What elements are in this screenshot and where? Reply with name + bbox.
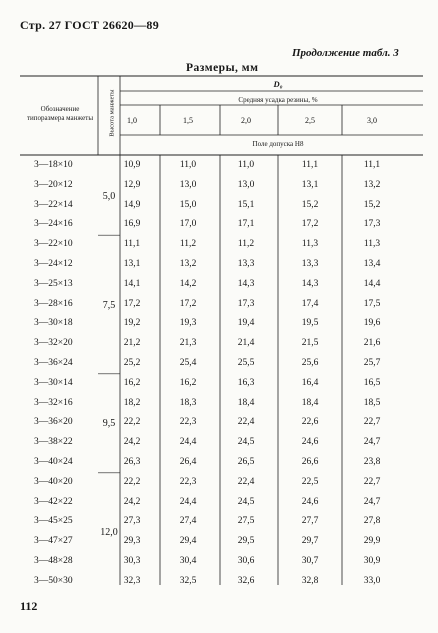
- value-cell: 22,4: [237, 476, 255, 487]
- value-cell: 21,2: [123, 338, 141, 349]
- shrink-header: Средняя усадка резины, %: [238, 96, 318, 104]
- value-cell: 22,6: [301, 417, 319, 428]
- value-cell: 21,3: [179, 338, 197, 349]
- value-cell: 14,3: [237, 278, 255, 289]
- designation-cell: 3—32×20: [34, 338, 73, 349]
- value-cell: 11,3: [363, 239, 381, 250]
- value-cell: 21,4: [237, 338, 255, 349]
- designation-cell: 3—22×14: [34, 199, 73, 210]
- value-cell: 27,7: [301, 516, 319, 527]
- value-cell: 13,3: [301, 259, 319, 269]
- designation-cell: 3—25×13: [34, 278, 73, 289]
- value-cell: 11,2: [179, 239, 197, 250]
- value-cell: 13,2: [363, 179, 381, 190]
- value-cell: 24,6: [301, 496, 319, 507]
- value-cell: 17,3: [363, 219, 381, 230]
- value-cell: 14,2: [179, 278, 197, 289]
- value-cell: 25,6: [301, 358, 319, 368]
- value-cell: 24,5: [237, 437, 255, 448]
- height-cell: 7,5: [102, 299, 116, 311]
- value-cell: 19,4: [237, 318, 255, 329]
- value-cell: 22,2: [123, 417, 141, 428]
- designation-cell: 3—32×16: [34, 397, 73, 408]
- value-cell: 24,2: [123, 437, 141, 448]
- value-cell: 30,6: [237, 556, 255, 566]
- designation-cell: 3—24×12: [34, 259, 73, 269]
- value-cell: 25,7: [363, 358, 381, 368]
- designation-cell: 3—42×22: [34, 496, 73, 507]
- value-cell: 16,3: [237, 377, 255, 388]
- value-cell: 29,9: [363, 536, 381, 547]
- value-cell: 18,3: [179, 397, 197, 408]
- value-cell: 27,5: [237, 516, 255, 527]
- value-cell: 16,5: [363, 377, 381, 388]
- shrink-value: 2,0: [241, 116, 251, 125]
- value-cell: 11,1: [301, 160, 319, 170]
- value-cell: 14,1: [123, 278, 141, 289]
- page-number: 112: [20, 599, 38, 613]
- value-cell: 13,0: [237, 179, 255, 190]
- designation-cell: 3—20×12: [34, 179, 73, 190]
- value-cell: 13,0: [179, 179, 197, 190]
- value-cell: 24,7: [363, 496, 381, 507]
- value-cell: 23,8: [363, 457, 381, 467]
- designation-cell: 3—36×20: [34, 417, 73, 428]
- value-cell: 17,5: [363, 298, 381, 309]
- value-cell: 26,6: [301, 457, 319, 467]
- value-cell: 32,3: [123, 575, 141, 586]
- designation-cell: 3—48×28: [34, 556, 73, 566]
- value-cell: 25,2: [123, 358, 141, 368]
- sizes-title: Размеры, мм: [186, 62, 259, 74]
- value-cell: 29,4: [179, 536, 197, 547]
- designation-cell: 3—47×27: [34, 536, 73, 547]
- value-cell: 32,8: [301, 575, 319, 586]
- designation-cell: 3—45×25: [34, 516, 73, 527]
- value-cell: 25,4: [179, 358, 197, 368]
- designation-cell: 3—24×16: [34, 219, 73, 230]
- value-cell: 32,6: [237, 575, 255, 586]
- value-cell: 29,7: [301, 536, 319, 547]
- value-cell: 19,3: [179, 318, 197, 329]
- height-cell: 5,0: [102, 190, 116, 202]
- value-cell: 30,4: [179, 556, 197, 566]
- value-cell: 13,2: [179, 259, 197, 269]
- value-cell: 11,0: [237, 160, 255, 170]
- value-cell: 13,1: [301, 179, 319, 190]
- value-cell: 22,4: [237, 417, 255, 428]
- value-cell: 17,4: [301, 298, 319, 309]
- d-header: D₀: [273, 79, 283, 89]
- tolerance-header: Поле допуска H8: [252, 140, 304, 148]
- designation-cell: 3—22×10: [34, 239, 73, 250]
- value-cell: 26,5: [237, 457, 255, 467]
- value-cell: 11,1: [123, 239, 141, 250]
- value-cell: 27,4: [179, 516, 197, 527]
- value-cell: 24,5: [237, 496, 255, 507]
- value-cell: 16,9: [123, 219, 141, 230]
- value-cell: 10,9: [123, 160, 141, 170]
- value-cell: 27,3: [123, 516, 141, 527]
- value-cell: 12,9: [123, 179, 141, 190]
- value-cell: 15,2: [301, 199, 319, 210]
- value-cell: 22,3: [179, 476, 197, 487]
- value-cell: 29,3: [123, 536, 141, 547]
- designation-cell: 3—28×16: [34, 298, 73, 309]
- value-cell: 17,2: [123, 298, 141, 309]
- value-cell: 24,4: [179, 437, 197, 448]
- value-cell: 16,4: [301, 377, 319, 388]
- value-cell: 24,4: [179, 496, 197, 507]
- value-cell: 17,0: [179, 219, 197, 230]
- value-cell: 13,3: [237, 259, 255, 269]
- value-cell: 14,3: [301, 278, 319, 289]
- value-cell: 17,1: [237, 219, 255, 230]
- value-cell: 21,5: [301, 338, 319, 349]
- designation-cell: 3—50×30: [34, 575, 73, 586]
- value-cell: 13,4: [363, 259, 381, 269]
- value-cell: 16,2: [179, 377, 197, 388]
- value-cell: 14,4: [363, 278, 381, 289]
- value-cell: 17,2: [179, 298, 197, 309]
- value-cell: 21,6: [363, 338, 381, 349]
- value-cell: 26,4: [179, 457, 197, 467]
- value-cell: 30,7: [301, 556, 319, 566]
- value-cell: 15,1: [237, 199, 255, 210]
- value-cell: 13,1: [123, 259, 141, 269]
- value-cell: 17,3: [237, 298, 255, 309]
- value-cell: 18,4: [301, 397, 319, 408]
- value-cell: 14,9: [123, 199, 141, 210]
- value-cell: 18,5: [363, 397, 381, 408]
- value-cell: 22,3: [179, 417, 197, 428]
- value-cell: 16,2: [123, 377, 141, 388]
- value-cell: 24,7: [363, 437, 381, 448]
- value-cell: 17,2: [301, 219, 319, 230]
- designation-cell: 3—36×24: [34, 358, 73, 368]
- value-cell: 15,0: [179, 199, 197, 210]
- value-cell: 22,2: [123, 476, 141, 487]
- value-cell: 26,3: [123, 457, 141, 467]
- value-cell: 22,5: [301, 476, 319, 487]
- height-header: Высота манжеты: [108, 89, 116, 137]
- value-cell: 11,3: [301, 239, 319, 250]
- dimensions-table: [20, 75, 423, 585]
- value-cell: 29,5: [237, 536, 255, 547]
- value-cell: 19,5: [301, 318, 319, 329]
- value-cell: 33,0: [363, 575, 381, 586]
- value-cell: 19,6: [363, 318, 381, 329]
- shrink-value: 1,5: [183, 116, 193, 125]
- value-cell: 32,5: [179, 575, 197, 586]
- value-cell: 30,3: [123, 556, 141, 566]
- value-cell: 24,6: [301, 437, 319, 448]
- shrink-value: 3,0: [367, 116, 377, 125]
- value-cell: 25,5: [237, 358, 255, 368]
- shrink-value: 1,0: [127, 116, 137, 125]
- designation-cell: 3—18×10: [34, 160, 73, 170]
- value-cell: 18,4: [237, 397, 255, 408]
- shrink-value: 2,5: [305, 116, 315, 125]
- value-cell: 11,1: [363, 160, 381, 170]
- table-continuation-label: Продолжение табл. 3: [292, 47, 399, 59]
- value-cell: 27,8: [363, 516, 381, 527]
- value-cell: 11,2: [237, 239, 255, 250]
- page-header: Стр. 27 ГОСТ 26620—89: [20, 18, 160, 32]
- designation-cell: 3—30×18: [34, 318, 73, 329]
- height-cell: 12,0: [100, 527, 118, 539]
- value-cell: 11,0: [179, 160, 197, 170]
- value-cell: 30,9: [363, 556, 381, 566]
- height-cell: 9,5: [102, 418, 116, 430]
- designation-cell: 3—30×14: [34, 377, 73, 388]
- designation-cell: 3—38×22: [34, 437, 73, 448]
- value-cell: 18,2: [123, 397, 141, 408]
- designation-cell: 3—40×24: [34, 457, 73, 467]
- designation-header: Обозначение типоразмера манжеты: [26, 105, 94, 122]
- value-cell: 19,2: [123, 318, 141, 329]
- value-cell: 22,7: [363, 476, 381, 487]
- designation-cell: 3—40×20: [34, 476, 73, 487]
- table-grid-lines: [20, 75, 423, 585]
- value-cell: 15,2: [363, 199, 381, 210]
- value-cell: 24,2: [123, 496, 141, 507]
- value-cell: 22,7: [363, 417, 381, 428]
